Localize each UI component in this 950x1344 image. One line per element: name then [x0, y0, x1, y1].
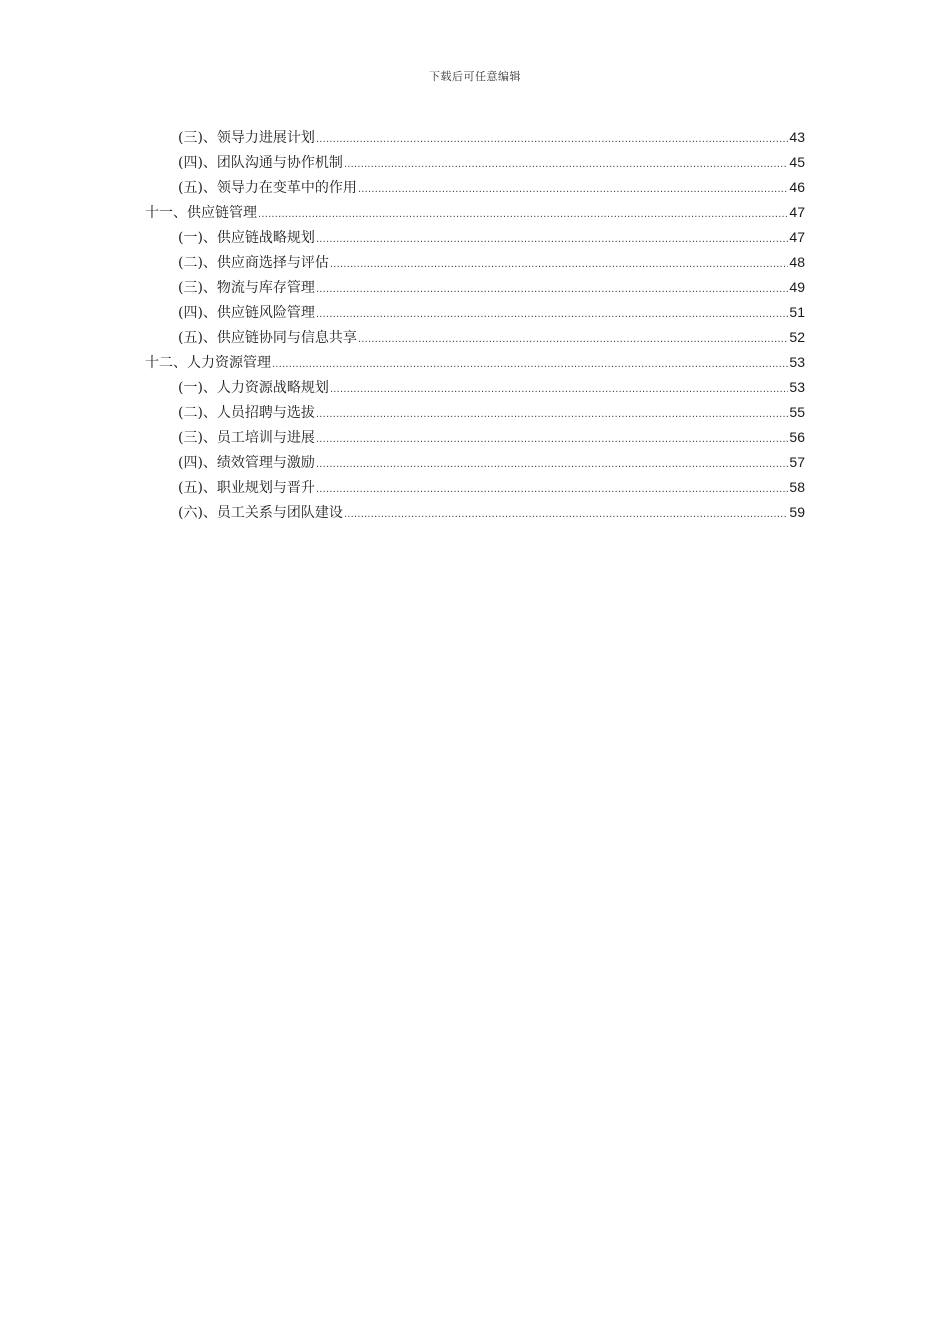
toc-chapter-entry[interactable] — [145, 202, 805, 227]
toc-entry-page: 47 — [789, 229, 805, 245]
toc-entry-page: 58 — [789, 479, 805, 495]
toc-entry-page: 53 — [789, 379, 805, 395]
toc-entry-title: (六)、员工关系与团队建设 — [178, 505, 343, 521]
toc-entry-page: 52 — [789, 329, 805, 345]
toc-entry[interactable] — [145, 252, 805, 277]
toc-dot-leader — [316, 304, 788, 324]
toc-dot-leader — [330, 379, 788, 399]
toc-dot-leader — [316, 229, 788, 249]
toc-entry-title: (四)、绩效管理与激励 — [178, 455, 315, 471]
toc-entry-title: (三)、物流与库存管理 — [178, 280, 315, 296]
toc-entry-title: (四)、团队沟通与协作机制 — [178, 155, 343, 171]
toc-entry-page: 49 — [789, 279, 805, 295]
toc-entry[interactable] — [145, 302, 805, 327]
toc-entry-title: (四)、供应链风险管理 — [178, 305, 315, 321]
toc-dot-leader — [358, 329, 788, 349]
toc-dot-leader — [316, 479, 788, 499]
toc-dot-leader — [344, 504, 788, 524]
toc-entry-page: 53 — [789, 354, 805, 370]
toc-entry[interactable] — [145, 327, 805, 352]
toc-entry[interactable] — [145, 402, 805, 427]
toc-dot-leader — [316, 404, 788, 424]
toc-dot-leader — [316, 454, 788, 474]
toc-entry[interactable] — [145, 152, 805, 177]
toc-entry-page: 47 — [789, 204, 805, 220]
toc-dot-leader — [358, 179, 788, 199]
toc-entry-title: (三)、员工培训与进展 — [178, 430, 315, 446]
toc-entry-title: 十二、人力资源管理 — [145, 355, 271, 371]
toc-entry-title: 十一、供应链管理 — [145, 205, 257, 221]
toc-entry[interactable] — [145, 377, 805, 402]
toc-entry[interactable] — [145, 277, 805, 302]
toc-dot-leader — [316, 129, 788, 149]
toc-dot-leader — [258, 204, 788, 224]
toc-entry-title: (五)、领导力在变革中的作用 — [178, 180, 357, 196]
toc-entry[interactable] — [145, 427, 805, 452]
toc-entry-page: 59 — [789, 504, 805, 520]
page-header-note: 下载后可任意编辑 — [429, 70, 521, 83]
toc-entry[interactable] — [145, 477, 805, 502]
toc-dot-leader — [272, 354, 788, 374]
toc-entry[interactable] — [145, 452, 805, 477]
toc-entry-page: 55 — [789, 404, 805, 420]
toc-chapter-entry[interactable] — [145, 352, 805, 377]
toc-dot-leader — [316, 429, 788, 449]
toc-entry-page: 48 — [789, 254, 805, 270]
table-of-contents — [145, 127, 805, 527]
toc-entry[interactable] — [145, 502, 805, 527]
toc-entry-title: (二)、供应商选择与评估 — [178, 255, 329, 271]
toc-entry-title: (一)、供应链战略规划 — [178, 230, 315, 246]
toc-entry-page: 51 — [789, 304, 805, 320]
toc-entry-page: 57 — [789, 454, 805, 470]
toc-entry-title: (五)、供应链协同与信息共享 — [178, 330, 357, 346]
toc-entry-page: 45 — [789, 154, 805, 170]
toc-dot-leader — [330, 254, 788, 274]
toc-entry[interactable] — [145, 177, 805, 202]
toc-dot-leader — [344, 154, 788, 174]
toc-entry-title: (三)、领导力进展计划 — [178, 130, 315, 146]
toc-entry-page: 56 — [789, 429, 805, 445]
toc-entry-title: (五)、职业规划与晋升 — [178, 480, 315, 496]
toc-entry[interactable] — [145, 127, 805, 152]
toc-entry-page: 46 — [789, 179, 805, 195]
toc-entry-page: 43 — [789, 129, 805, 145]
toc-entry-title: (二)、人员招聘与选拔 — [178, 405, 315, 421]
toc-dot-leader — [316, 279, 788, 299]
toc-entry-title: (一)、人力资源战略规划 — [178, 380, 329, 396]
toc-entry[interactable] — [145, 227, 805, 252]
